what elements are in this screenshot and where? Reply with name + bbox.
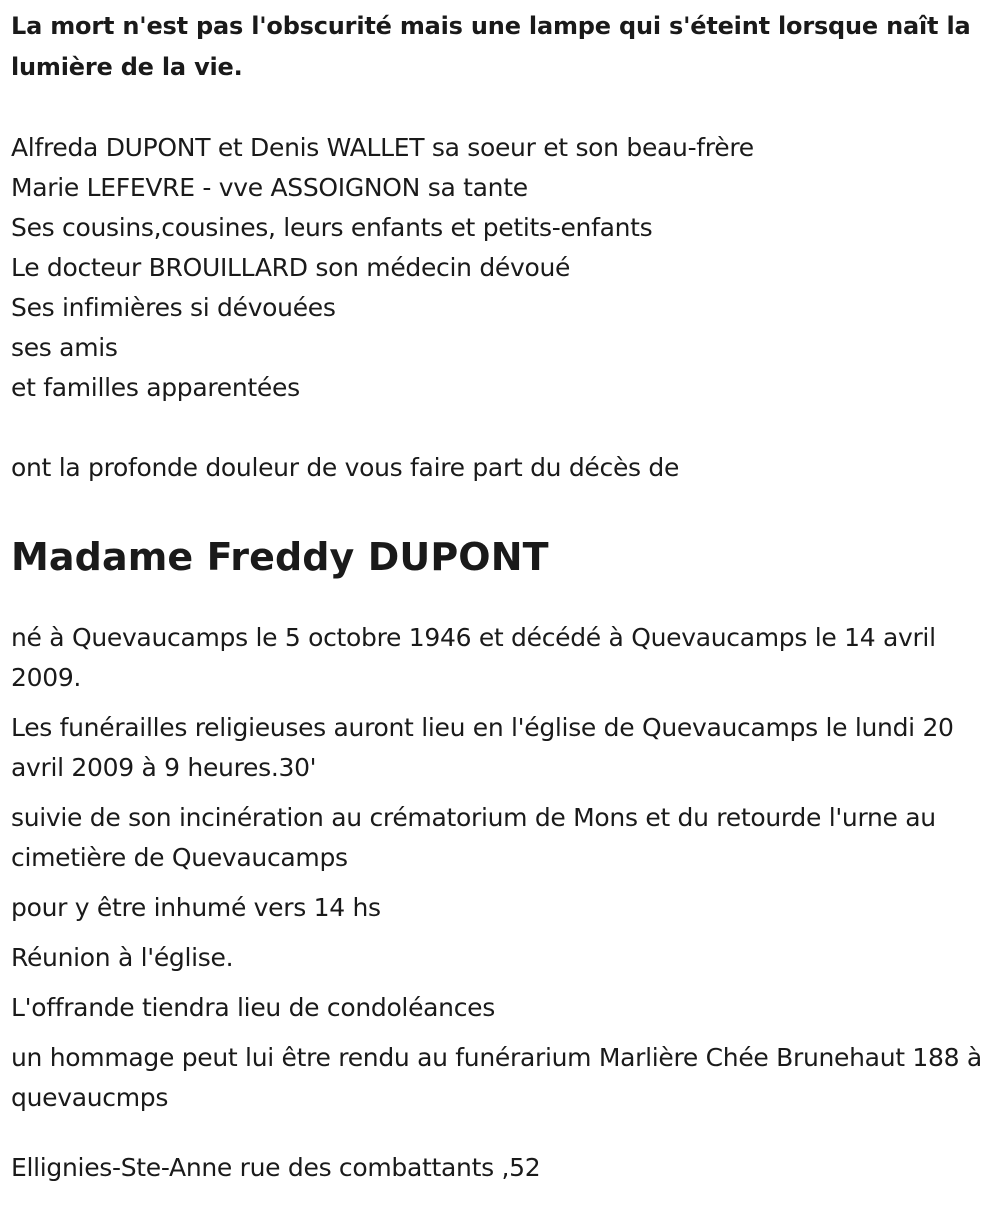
obituary-notice <box>11 6 991 1188</box>
deceased-name: Madame Freddy DUPONT <box>11 535 549 579</box>
address-line: Ellignies-Ste-Anne rue des combattants ,52 <box>11 1153 541 1182</box>
epitaph-quote: La mort n'est pas l'obscurité mais une lampe qui s'éteint lorsque naît la lumière de la vie. <box>11 12 971 81</box>
family-member-line: Ses cousins,cousines, leurs enfants et petits-enfants <box>11 213 653 242</box>
family-member-line: ses amis <box>11 333 118 362</box>
family-list <box>11 128 991 408</box>
burial-time-line: pour y être inhumé vers 14 hs <box>11 893 381 922</box>
birth-death-line: né à Quevaucamps le 5 octobre 1946 et décédé à Quevaucamps le 14 avril 2009. <box>11 623 936 692</box>
family-member-line: et familles apparentées <box>11 373 300 402</box>
offering-line: L'offrande tiendra lieu de condoléances <box>11 993 495 1022</box>
cremation-line: suivie de son incinération au crématorium de Mons et du retourde l'urne au cimetière de Quevaucamps <box>11 803 936 872</box>
family-member-line: Alfreda DUPONT et Denis WALLET sa soeur et son beau-frère <box>11 133 754 162</box>
family-member-line: Marie LEFEVRE - vve ASSOIGNON sa tante <box>11 173 528 202</box>
meeting-line: Réunion à l'église. <box>11 943 234 972</box>
funeral-ceremony-line: Les funérailles religieuses auront lieu en l'église de Quevaucamps le lundi 20 avril 2009 à 9 heures.30' <box>11 713 954 782</box>
family-member-line: Ses infimières si dévouées <box>11 293 336 322</box>
family-member-line: Le docteur BROUILLARD son médecin dévoué <box>11 253 571 282</box>
tribute-line: un hommage peut lui être rendu au funérarium Marlière Chée Brunehaut 188 à quevaucmps <box>11 1043 982 1112</box>
funeral-details <box>11 618 991 1118</box>
announcement-intro: ont la profonde douleur de vous faire part du décès de <box>11 453 680 482</box>
